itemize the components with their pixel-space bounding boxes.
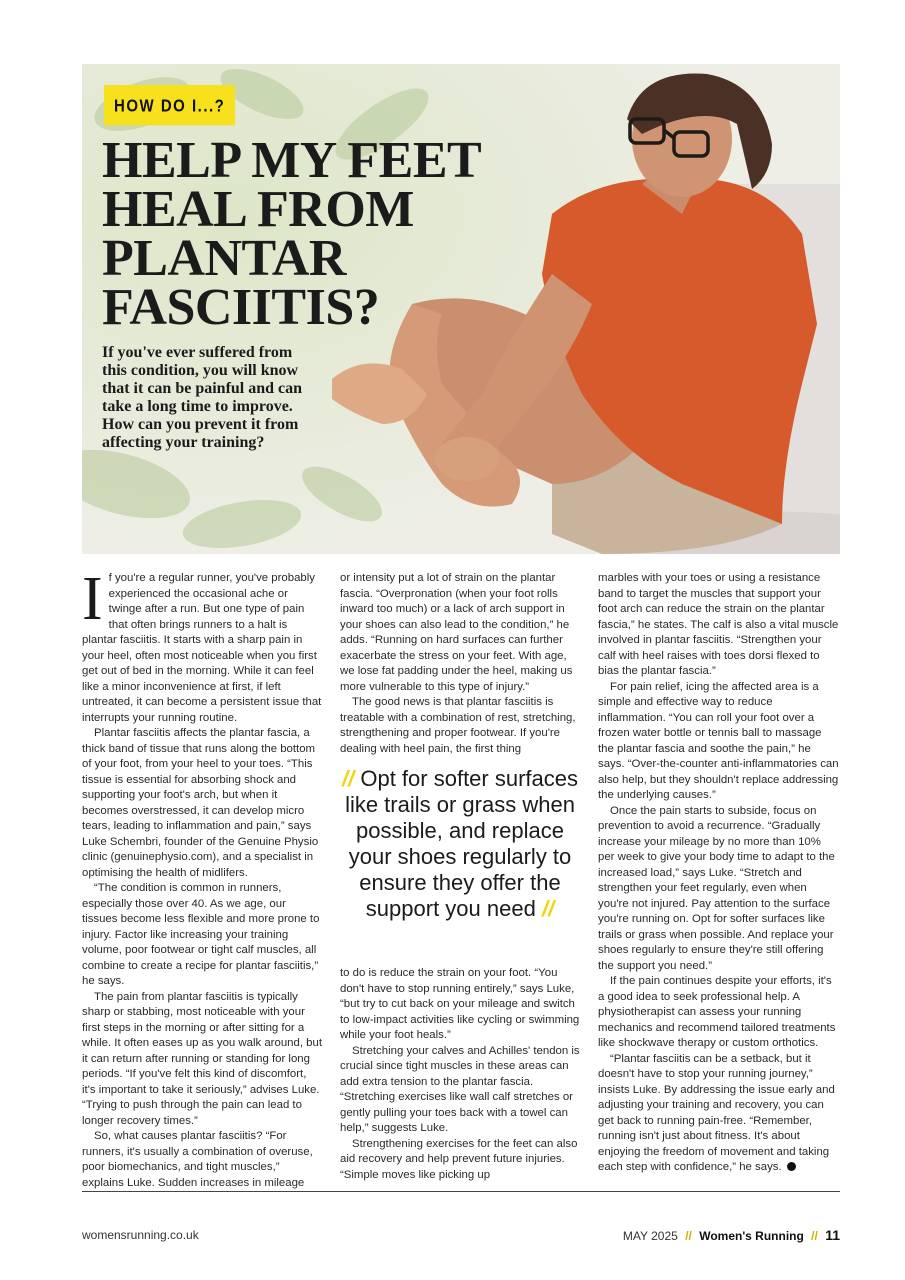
section-kicker: HOW DO I...? bbox=[104, 85, 235, 125]
body-paragraph: to do is reduce the strain on your foot. “You don't have to stop running entirely,” says Luke, “but try to cut back on your mileage and switch to low-impact activities like cycling or swimming while your foot heals.” bbox=[340, 967, 580, 1041]
hero-photo bbox=[82, 64, 840, 554]
body-paragraph: Strengthening exercises for the feet can also aid recovery and help prevent future injuries. “Simple moves like picking up bbox=[340, 1137, 578, 1181]
article-column-1 bbox=[82, 565, 322, 1191]
body-paragraph: The pain from plantar fasciitis is typically sharp or stabbing, most noticeable with your first steps in the morning or after sitting for a while. It often eases up as you walk around, but it can return after running or standing for long periods. “If you've felt this kind of discomfort, it's important to take it seriously,” advises Luke. “Trying to push through the pain can lead to longer recovery times.” bbox=[82, 990, 322, 1127]
body-paragraph: Once the pain starts to subside, focus on prevention to avoid a recurrence. “Gradually increase your mileage by no more than 10% per week to give your body time to adapt to the increased load,” says Luke. “Stretch and strengthen your feet regularly, even when you're not injured. Pay attention to the surface you're running on. Opt for softer surfaces like trails or grass when possible. And replace your shoes regularly to ensure they're still offering the support you need.” bbox=[598, 804, 835, 972]
quote-mark-icon: // bbox=[541, 896, 555, 921]
pull-quote bbox=[340, 766, 580, 922]
article-column-2 bbox=[340, 571, 580, 757]
body-paragraph: Plantar fasciitis affects the plantar fascia, a thick band of tissue that runs along the bottom of your foot, from your heel to your toes. “This tissue is essential for absorbing shock and supporting your foot's arch, but when it becomes overstressed, it can develop micro tears, leading to inflammation and pain,” says Luke Schembri, founder of the Genuine Physio clinic (genuinephysio.com), and a specialist in optimising the health of midlifers. bbox=[82, 727, 319, 879]
page-number: 11 bbox=[825, 1227, 840, 1243]
body-paragraph: For pain relief, icing the affected area is a simple and effective way to reduce inflammation. “You can roll your foot over a frozen water bottle or tennis ball to massage the plantar fascia and soothe the pain,” he says. “Over-the-counter anti-inflammatories can also help, but they shouldn't replace addressing the underlying causes.” bbox=[598, 680, 839, 801]
body-paragraph: or intensity put a lot of strain on the plantar fascia. “Overpronation (when your foot rolls inward too much) or a lack of arch support in your shoes can also lead to the condition,” he adds. “Running on hard surfaces can further exacerbate the stress on your feet. With age, we lose fat padding under the heel, making us more vulnerable to this type of injury.” bbox=[340, 572, 573, 693]
issue-date: MAY 2025 bbox=[622, 1229, 678, 1243]
pull-quote-text: Opt for softer surfaces like trails or grass when possible, and replace your shoes regularly to ensure they offer the support you need bbox=[345, 766, 578, 921]
article-column-2-continued bbox=[340, 966, 580, 1183]
headline bbox=[102, 132, 522, 336]
headline-line: HELP MY FEET bbox=[102, 132, 482, 189]
standfirst: If you've ever suffered from this condition, you will know that it can be painful and can take a long time to improve. How can you prevent it from affecting your training? bbox=[102, 344, 303, 451]
folio-separator: // bbox=[811, 1229, 818, 1243]
body-paragraph: The good news is that plantar fasciitis is treatable with a combination of rest, stretching, strengthening and proper footwear. If you're dealing with heel pain, the first thing bbox=[340, 696, 576, 755]
magazine-name: Women's Running bbox=[699, 1229, 804, 1243]
quote-mark-icon: // bbox=[342, 766, 355, 791]
body-paragraph: “Plantar fasciitis can be a setback, but it doesn't have to stop your running journey,” insists Luke. By addressing the issue early and adjusting your training and recovery, you can get back to running pain-free. “Remember, running isn't just about fitness. It's about enjoying the freedom of movement and taking each step with confidence,” he says. bbox=[598, 1052, 835, 1173]
body-paragraph: “The condition is common in runners, especially those over 40. As we age, our tissues become less flexible and more prone to injury. Factor like increasing your training volume, poor footwear or tight calf muscles, all combine to create a recipe for plantar fasciitis,” he says. bbox=[82, 882, 320, 987]
footer-folio bbox=[623, 1227, 840, 1243]
headline-line: FASCIITIS? bbox=[102, 279, 380, 336]
headline-line: PLANTAR bbox=[102, 230, 346, 287]
article-column-3 bbox=[598, 571, 840, 1176]
headline-line: HEAL FROM bbox=[102, 181, 414, 238]
end-of-article-icon bbox=[787, 1162, 796, 1171]
body-paragraph: Stretching your calves and Achilles' tendon is crucial since tight muscles in these areas can add extra tension to the plantar fascia. “Stretching exercises like wall calf stretches or gently pulling your toes back with a towel can help,” suggests Luke. bbox=[340, 1044, 580, 1134]
body-paragraph: marbles with your toes or using a resistance band to target the muscles that support your foot arch can reduce the strain on the plantar fascia,” he states. The calf is also a vital muscle involved in plantar fasciitis. “Strengthen your calf with heel raises with toes dorsi flexed to bias the plantar fascia.” bbox=[598, 572, 839, 677]
body-paragraph: So, what causes plantar fasciitis? “For runners, it's usually a combination of overuse, poor biomechanics, and tight muscles,” explains Luke. Sudden increases in mileage bbox=[82, 1130, 313, 1189]
footer-website: womensrunning.co.uk bbox=[82, 1228, 199, 1242]
body-paragraph: If you're a regular runner, you've probably experienced the occasional ache or twinge after a run. But one type of pain that often brings runners to a halt is plantar fasciitis. It starts with a sharp pain in your heel, often most noticeable when you first get out of bed in the morning. While it can feel like a minor inconvenience at first, if left untreated, it can become a persistent issue that interrupts your running routine. bbox=[82, 565, 322, 724]
body-paragraph: If the pain continues despite your efforts, it's a good idea to seek professional help. A physiotherapist can assess your running mechanics and recommend tailored treatments like shockwave therapy or custom orthotics. bbox=[598, 975, 836, 1049]
footer-divider bbox=[82, 1191, 840, 1192]
folio-separator: // bbox=[685, 1229, 692, 1243]
drop-cap: I bbox=[82, 565, 103, 633]
